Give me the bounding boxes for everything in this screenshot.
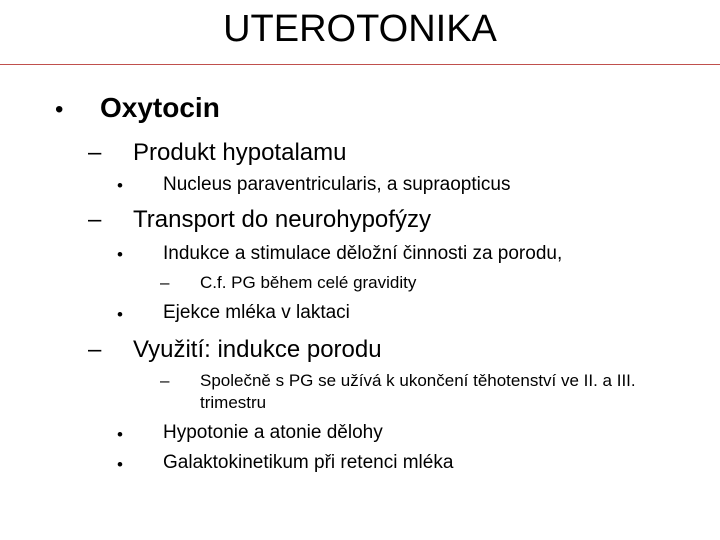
list-item-produkt-hypotalamu: Produkt hypotalamu [133, 139, 347, 166]
bullet-dot-icon: • [117, 245, 123, 264]
list-item-indukce-stimulace: Indukce a stimulace děložní činnosti za porodu, [163, 243, 563, 264]
list-item-oxytocin: Oxytocin [100, 92, 220, 123]
bullet-dot-icon: • [117, 455, 123, 474]
list-item-nucleus: Nucleus paraventricularis, a supraopticus [163, 174, 511, 195]
slide-title: UTEROTONIKA [223, 8, 497, 50]
bullet-dash-icon: – [160, 273, 170, 292]
list-item-transport: Transport do neurohypofýzy [133, 206, 431, 233]
bullet-dash-icon: – [88, 336, 102, 363]
bullet-dot-icon: • [117, 425, 123, 444]
list-item-cf-pg: C.f. PG během celé gravidity [200, 273, 417, 292]
list-item-hypotonie: Hypotonie a atonie dělohy [163, 422, 383, 443]
list-item-spolecne-s-pg: Společně s PG se užívá k ukončení těhotenství ve II. a III. trimestru [200, 371, 636, 412]
bullet-dash-icon: – [88, 139, 102, 166]
list-item-vyuziti: Využití: indukce porodu [133, 336, 382, 363]
list-item-ejekce-mleka: Ejekce mléka v laktaci [163, 302, 350, 323]
bullet-dot-icon: • [55, 96, 64, 123]
title-divider [0, 64, 720, 65]
list-item-galaktokinetikum: Galaktokinetikum při retenci mléka [163, 452, 454, 473]
bullet-dot-icon: • [117, 176, 123, 195]
bullet-dot-icon: • [117, 305, 123, 324]
bullet-dash-icon: – [88, 206, 102, 233]
bullet-dash-icon: – [160, 371, 170, 390]
